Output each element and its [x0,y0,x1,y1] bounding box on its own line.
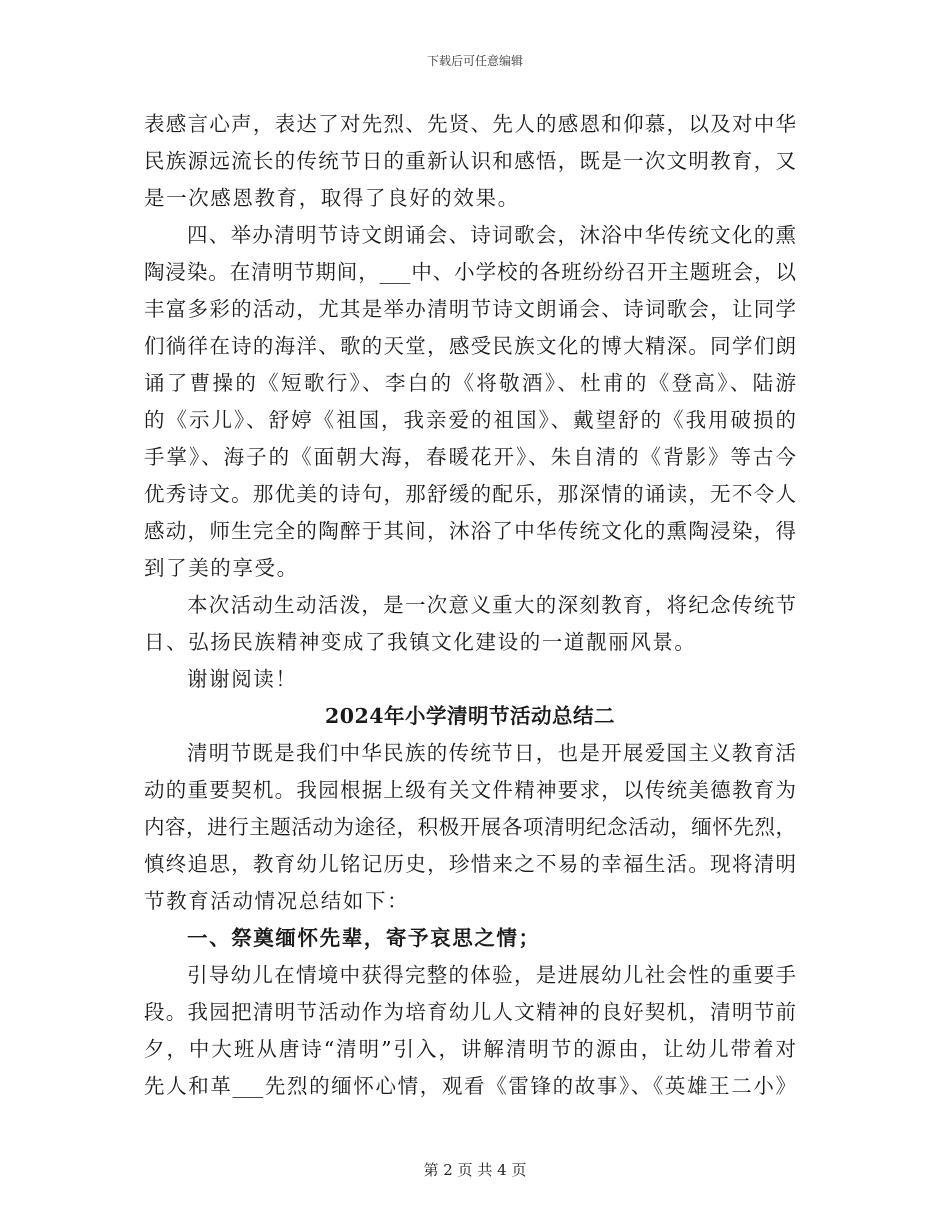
body-line: 诵了曹操的《短歌行》、李白的《将敬酒》、杜甫的《登高》、陆游 [144,371,796,395]
body-line: 节教育活动情况总结如下： [144,889,410,913]
body-line: 谢谢阅读！ [187,667,298,691]
body-line: 优秀诗文。那优美的诗句，那舒缓的配乐，那深情的诵读，无不令人 [144,482,796,506]
body-line: 手掌》、海子的《面朝大海，春暖花开》、朱自清的《背影》等古今 [144,445,796,469]
body-line: 感动，师生完全的陶醉于其间，沐浴了中华传统文化的熏陶浸染，得 [144,519,796,543]
body-line: 引导幼儿在情境中获得完整的体验，是进展幼儿社会性的重要手 [187,963,796,987]
page-header-note: 下载后可任意编辑 [426,54,523,68]
body-line: 日、弘扬民族精神变成了我镇文化建设的一道靓丽风景。 [144,630,697,654]
body-line: 丰富多彩的活动，尤其是举办清明节诗文朗诵会、诗词歌会，让同学 [144,297,796,321]
body-line: 四、举办清明节诗文朗诵会、诗词歌会，沐浴中华传统文化的熏 [187,223,796,247]
body-line: 们徜徉在诗的海洋、歌的天堂，感受民族文化的博大精深。同学们朗 [144,334,796,358]
body-line: 慎终追思，教育幼儿铭记历史，珍惜来之不易的幸福生活。现将清明 [144,852,796,876]
body-line: 到了美的享受。 [144,556,299,580]
body-line: 清明节既是我们中华民族的传统节日，也是开展爱国主义教育活 [187,741,796,765]
body-line: 本次活动生动活泼，是一次意义重大的深刻教育，将纪念传统节 [187,593,796,617]
body-line: 夕，中大班从唐诗“清明”引入，讲解清明节的源由，让幼儿带着对 [144,1037,796,1061]
body-line: 民族源远流长的传统节日的重新认识和感悟，既是一次文明教育，又 [144,149,796,173]
subsection-heading: 一、祭奠缅怀先辈，寄予哀思之情； [187,926,541,950]
body-line: 的《示儿》、舒婷《祖国，我亲爱的祖国》、戴望舒的《我用破损的 [144,408,796,432]
document-body [144,106,796,1105]
section-title: 2024年小学清明节活动总结二 [324,704,616,728]
page-number: 第 2 页 共 4 页 [423,1161,527,1179]
body-line: 先人和革___先烈的缅怀心情，观看《雷锋的故事》、《英雄王二小》 [144,1074,796,1098]
body-line: 动的重要契机。我园根据上级有关文件精神要求，以传统美德教育为 [144,778,796,802]
body-line: 是一次感恩教育，取得了良好的效果。 [144,186,520,210]
body-line: 陶浸染。在清明节期间，___中、小学校的各班纷纷召开主题班会，以 [144,260,796,284]
body-line: 表感言心声，表达了对先烈、先贤、先人的感恩和仰慕，以及对中华 [144,112,796,136]
body-line: 段。我园把清明节活动作为培育幼儿人文精神的良好契机，清明节前 [144,1000,796,1024]
body-line: 内容，进行主题活动为途径，积极开展各项清明纪念活动，缅怀先烈， [144,815,796,839]
